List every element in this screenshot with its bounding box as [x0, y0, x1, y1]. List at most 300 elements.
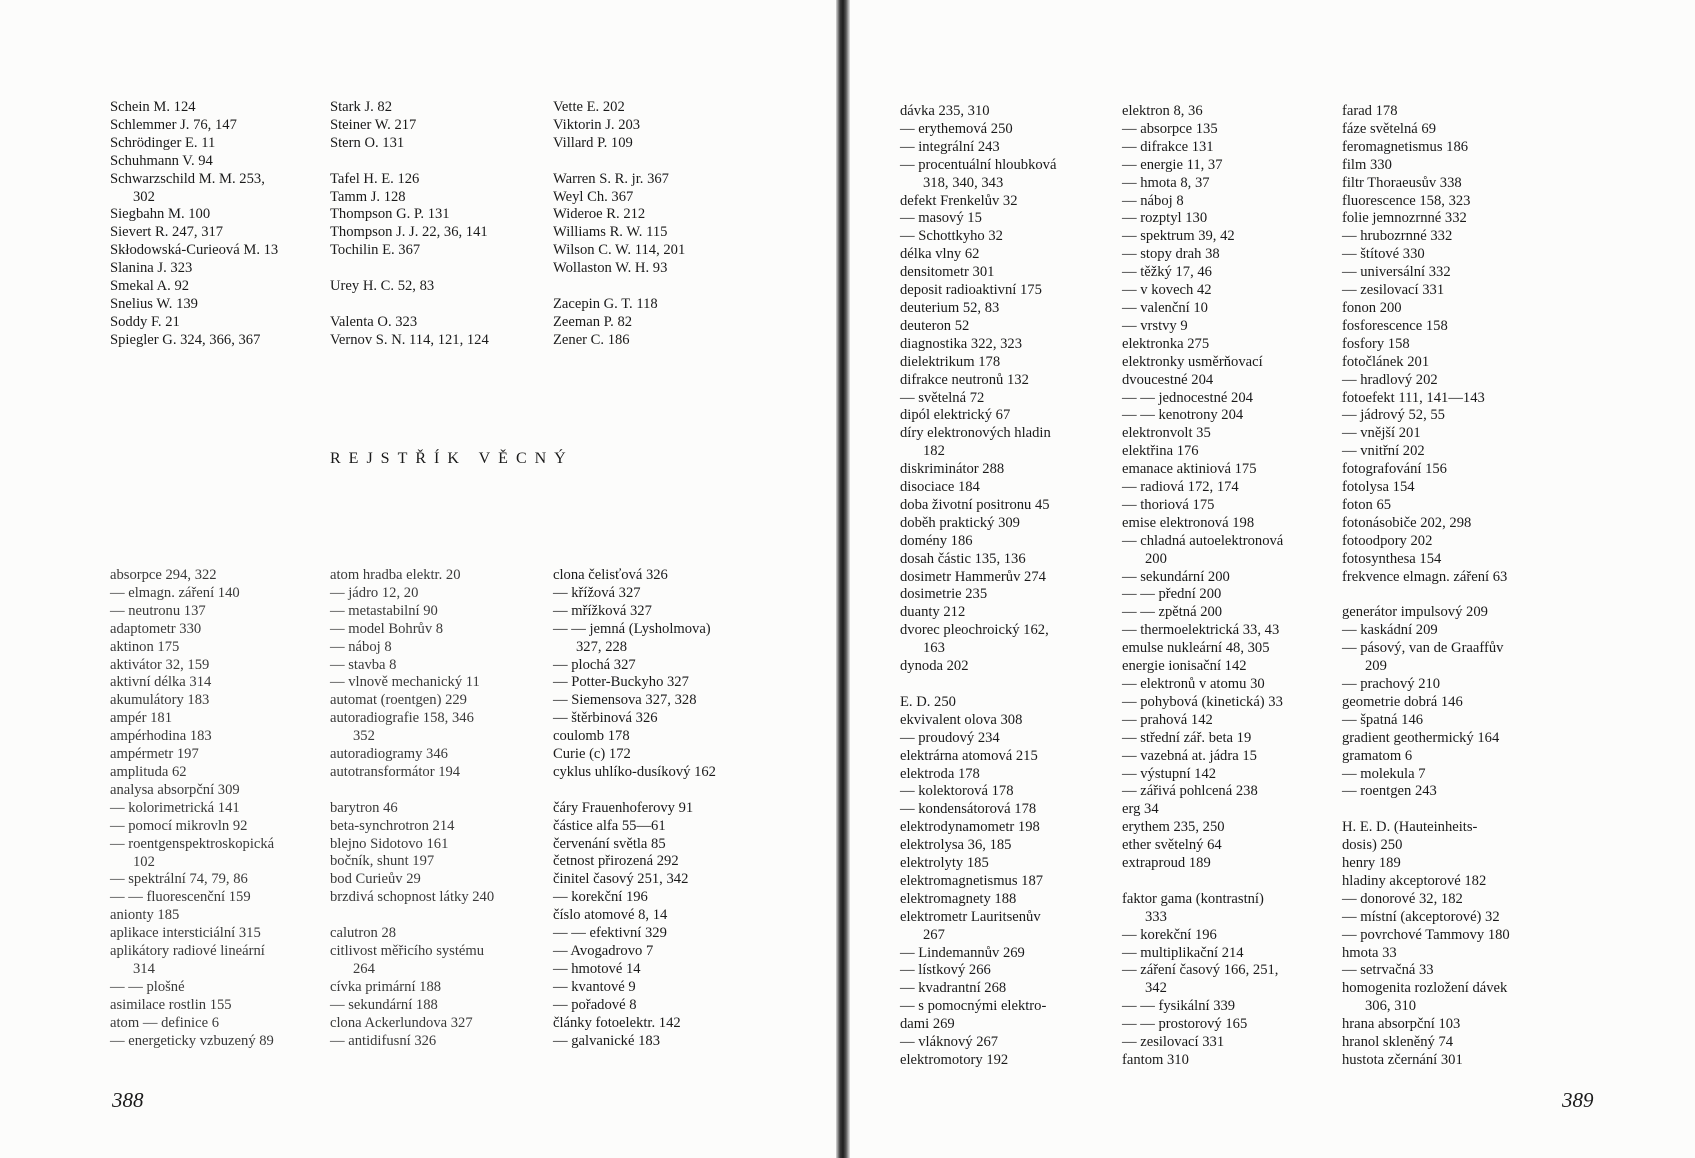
index-entry: — kvantové 9: [553, 978, 636, 995]
name-index-column-2: [330, 99, 489, 350]
index-entry: — thermoelektrická 33, 43: [1122, 622, 1280, 639]
index-entry: hranol skleněný 74: [1342, 1034, 1454, 1051]
index-entry: — spektrální 74, 79, 86: [110, 871, 248, 888]
index-entry: Wollaston W. H. 93: [553, 260, 668, 277]
index-entry: — setrvačná 33: [1342, 962, 1434, 979]
index-entry: elektrodynamometr 198: [900, 819, 1040, 836]
index-entry: — chladná autoelektronová: [1122, 532, 1284, 549]
page-number-left: 388: [112, 1088, 144, 1112]
entry-gap: [553, 278, 685, 296]
index-entry: absorpce 294, 322: [110, 567, 217, 583]
index-entry: — vnitřní 202: [1342, 443, 1425, 460]
index-entry: — vnější 201: [1342, 425, 1421, 442]
index-entry: — Siemensova 327, 328: [553, 692, 697, 709]
index-entry: fotolysa 154: [1342, 479, 1415, 496]
index-entry: ampérmetr 197: [110, 746, 199, 763]
index-entry: dosimetr Hammerův 274: [900, 568, 1046, 585]
index-entry: deuterium 52, 83: [900, 299, 1000, 316]
index-entry: calutron 28: [330, 925, 397, 942]
index-entry: — kaskádní 209: [1342, 622, 1438, 639]
index-entry: Slanina J. 323: [110, 260, 193, 277]
index-entry: — zesilovací 331: [1342, 282, 1445, 299]
index-entry: — Lindemannův 269: [900, 944, 1025, 961]
index-entry: — neutronu 137: [110, 602, 206, 619]
index-entry: coulomb 178: [553, 728, 630, 745]
index-entry: elektronka 275: [1122, 335, 1210, 352]
index-entry: dosimetrie 235: [900, 586, 988, 603]
index-entry: deposit radioaktivní 175: [900, 282, 1042, 299]
index-entry: atom hradba elektr. 20: [330, 567, 461, 583]
index-entry: Stark J. 82: [330, 99, 393, 115]
index-entry: — rozptyl 130: [1122, 210, 1208, 227]
subject-index-column-4: [900, 103, 1056, 1070]
index-entry: — náboj 8: [1122, 192, 1184, 209]
index-entry: — energeticky vzbuzený 89: [110, 1032, 274, 1049]
index-entry: Schlemmer J. 76, 147: [110, 116, 237, 133]
index-entry: dosis) 250: [1342, 837, 1403, 854]
index-entry: Siegbahn M. 100: [110, 206, 211, 223]
index-entry: elektrolysa 36, 185: [900, 837, 1012, 854]
index-entry: farad 178: [1342, 103, 1398, 119]
index-entry: disociace 184: [900, 479, 980, 496]
index-entry: — vlnově mechanický 11: [330, 674, 480, 691]
index-entry: 200: [1145, 550, 1167, 567]
index-entry: — Avogadrovo 7: [553, 943, 654, 960]
index-entry: — — efektivní 329: [553, 925, 667, 942]
index-entry: ether světelný 64: [1122, 837, 1222, 854]
index-entry: díry elektronových hladin: [900, 425, 1051, 442]
index-entry: — jádrový 52, 55: [1342, 407, 1445, 424]
index-entry: Schrödinger E. 11: [110, 134, 216, 151]
index-entry: bočník, shunt 197: [330, 853, 435, 870]
index-entry: — pohybová (kinetická) 33: [1122, 693, 1283, 710]
index-entry: emulse nukleární 48, 305: [1122, 640, 1270, 657]
index-entry: Weyl Ch. 367: [553, 188, 634, 205]
index-entry: — hmota 8, 37: [1122, 174, 1210, 191]
index-entry: doběh praktický 309: [900, 514, 1020, 531]
index-entry: doba životní positronu 45: [900, 496, 1050, 513]
index-entry: — masový 15: [900, 210, 982, 227]
index-entry: gradient geothermický 164: [1342, 729, 1500, 746]
index-entry: 318, 340, 343: [923, 174, 1004, 191]
index-entry: densitometr 301: [900, 264, 995, 281]
index-entry: — universální 332: [1342, 264, 1451, 281]
index-entry: Vernov S. N. 114, 121, 124: [330, 331, 489, 348]
index-entry: elektrolyty 185: [900, 855, 989, 872]
index-entry: Wideroe R. 212: [553, 206, 646, 223]
index-entry: — štítové 330: [1342, 246, 1425, 263]
index-entry: — stopy drah 38: [1122, 246, 1220, 263]
index-entry: citlivost měřicího systému: [330, 943, 485, 959]
index-entry: čáry Frauenhoferovy 91: [553, 799, 694, 816]
index-entry: elektřina 176: [1122, 443, 1199, 460]
index-entry: amplituda 62: [110, 763, 187, 780]
name-index-column-3: [553, 99, 685, 350]
index-entry: číslo atomové 8, 14: [553, 907, 668, 924]
index-entry: elektron 8, 36: [1122, 103, 1203, 119]
index-entry: dami 269: [900, 1016, 955, 1033]
index-entry: Tochilin E. 367: [330, 242, 421, 259]
index-entry: — — jednocestné 204: [1122, 389, 1253, 406]
index-entry: anionty 185: [110, 907, 180, 924]
index-entry: Warren S. R. jr. 367: [553, 170, 669, 187]
index-entry: 267: [923, 926, 945, 943]
index-entry: extraproud 189: [1122, 855, 1211, 872]
index-entry: hmota 33: [1342, 944, 1397, 961]
index-entry: — — zpětná 200: [1122, 604, 1223, 621]
index-entry: defekt Frenkelův 32: [900, 192, 1018, 209]
index-entry: faktor gama (kontrastní): [1122, 890, 1264, 907]
index-entry: cívka primární 188: [330, 978, 442, 995]
index-entry: — světelná 72: [900, 389, 985, 406]
index-entry: Soddy F. 21: [110, 313, 180, 330]
index-entry: dosah částic 135, 136: [900, 550, 1026, 567]
index-entry: fantom 310: [1122, 1052, 1189, 1069]
index-entry: — — přední 200: [1122, 586, 1222, 603]
index-entry: duanty 212: [900, 604, 966, 621]
index-entry: Wilson C. W. 114, 201: [553, 242, 686, 259]
index-entry: fotosynthesa 154: [1342, 550, 1442, 567]
index-entry: — Schottkyho 32: [900, 228, 1003, 245]
index-entry: — spektrum 39, 42: [1122, 228, 1235, 245]
index-entry: — metastabilní 90: [330, 602, 438, 619]
entry-gap: [330, 260, 489, 278]
index-entry: aktivní délka 314: [110, 674, 212, 691]
index-entry: Schein M. 124: [110, 99, 196, 115]
index-entry: dielektrikum 178: [900, 353, 1001, 370]
index-entry: Tamm J. 128: [330, 188, 406, 205]
index-entry: dvoucestné 204: [1122, 371, 1214, 388]
index-entry: homogenita rozložení dávek: [1342, 980, 1508, 997]
index-entry: E. D. 250: [900, 693, 956, 710]
index-entry: — zářivá pohlcená 238: [1122, 783, 1258, 800]
index-entry: automat (roentgen) 229: [330, 692, 467, 709]
index-entry: diskriminátor 288: [900, 461, 1005, 478]
index-entry: — difrakce 131: [1122, 138, 1214, 155]
index-entry: generátor impulsový 209: [1342, 604, 1488, 621]
index-entry: fáze světelná 69: [1342, 120, 1436, 137]
index-entry: články fotoelektr. 142: [553, 1014, 681, 1031]
index-entry: energie ionisační 142: [1122, 658, 1247, 675]
index-entry: fotoodpory 202: [1342, 532, 1433, 549]
index-entry: 102: [133, 853, 155, 870]
index-entry: geometrie dobrá 146: [1342, 693, 1463, 710]
index-entry: asimilace rostlin 155: [110, 996, 232, 1013]
index-entry: — Potter-Buckyho 327: [553, 674, 689, 691]
index-entry: 342: [1145, 980, 1167, 997]
index-entry: 352: [353, 728, 375, 745]
index-entry: H. E. D. (Hauteinheits-: [1342, 819, 1478, 836]
index-entry: četnost přirozená 292: [553, 853, 679, 870]
index-entry: — korekční 196: [1122, 926, 1217, 943]
subject-index-column-2: [330, 567, 494, 1050]
entry-gap: [330, 153, 489, 171]
index-entry: aplikátory radiové lineární: [110, 943, 265, 960]
index-entry: clona čelisťová 326: [553, 567, 668, 583]
index-entry: 333: [1145, 908, 1167, 925]
index-entry: autoradiogramy 346: [330, 746, 448, 763]
index-entry: beta-synchrotron 214: [330, 817, 455, 834]
index-entry: elektrometr Lauritsenův: [900, 908, 1041, 925]
index-entry: činitel časový 251, 342: [553, 871, 689, 888]
index-entry: fotonásobiče 202, 298: [1342, 514, 1472, 531]
index-entry: autotransformátor 194: [330, 763, 461, 780]
page-number-right: 389: [1562, 1088, 1594, 1112]
index-entry: fluorescence 158, 323: [1342, 192, 1471, 209]
section-heading: REJSTŘÍK VĚCNÝ: [330, 450, 574, 467]
index-entry: 314: [133, 960, 155, 977]
index-entry: elektromagnety 188: [900, 890, 1017, 907]
index-entry: hustota zčernání 301: [1342, 1052, 1463, 1068]
index-entry: — jádro 12, 20: [330, 584, 419, 601]
index-entry: emise elektronová 198: [1122, 514, 1255, 531]
index-entry: Stern O. 131: [330, 134, 405, 151]
index-entry: elektronky usměrňovací: [1122, 353, 1263, 370]
index-entry: feromagnetismus 186: [1342, 138, 1469, 155]
index-entry: — roentgenspektroskopická: [110, 835, 275, 852]
index-entry: — procentuální hloubková: [900, 156, 1057, 173]
index-entry: — thoriová 175: [1122, 496, 1215, 513]
index-entry: — erythemová 250: [900, 120, 1013, 137]
index-entry: — střední zář. beta 19: [1122, 729, 1252, 746]
entry-gap: [330, 907, 494, 925]
index-entry: — integrální 243: [900, 138, 1000, 155]
index-entry: aktivátor 32, 159: [110, 656, 210, 673]
index-entry: — v kovech 42: [1122, 282, 1212, 299]
index-entry: — vláknový 267: [900, 1034, 999, 1051]
index-entry: — roentgen 243: [1342, 783, 1437, 800]
index-entry: diagnostika 322, 323: [900, 335, 1023, 352]
index-entry: — kvadrantní 268: [900, 980, 1007, 997]
index-entry: dipól elektrický 67: [900, 407, 1011, 424]
index-entry: Viktorin J. 203: [553, 116, 641, 133]
index-entry: Zener C. 186: [553, 331, 630, 348]
right-page: [850, 0, 1695, 1158]
index-entry: délka vlny 62: [900, 246, 980, 263]
entry-gap: [1342, 586, 1510, 604]
index-entry: fonon 200: [1342, 299, 1402, 316]
index-entry: dávka 235, 310: [900, 103, 990, 119]
book-gutter: [836, 0, 850, 1158]
index-entry: — křížová 327: [553, 584, 641, 601]
index-entry: barytron 46: [330, 799, 398, 816]
index-entry: Villard P. 109: [553, 134, 633, 151]
index-entry: — zesilovací 331: [1122, 1034, 1225, 1051]
index-entry: — valenční 10: [1122, 299, 1208, 316]
index-entry: — pásový, van de Graaffův: [1342, 640, 1504, 657]
index-entry: — — fysikální 339: [1122, 998, 1236, 1015]
index-entry: ekvivalent olova 308: [900, 711, 1023, 728]
index-entry: film 330: [1342, 156, 1392, 173]
entry-gap: [330, 296, 489, 314]
index-entry: — povrchové Tammovy 180: [1342, 926, 1510, 943]
index-entry: — s pomocnými elektro-: [900, 998, 1047, 1015]
index-entry: — antidifusní 326: [330, 1032, 437, 1049]
index-entry: ampér 181: [110, 710, 173, 727]
index-entry: Urey H. C. 52, 83: [330, 278, 435, 295]
index-entry: aplikace intersticiální 315: [110, 925, 261, 942]
subject-index-column-1: [110, 567, 274, 1050]
index-entry: cyklus uhlíko-dusíkový 162: [553, 763, 716, 780]
index-entry: — hrubozrnné 332: [1342, 228, 1453, 245]
index-entry: brzdivá schopnost látky 240: [330, 889, 495, 906]
index-entry: gramatom 6: [1342, 747, 1413, 764]
index-entry: Thompson J. J. 22, 36, 141: [330, 224, 488, 241]
index-entry: — — kenotrony 204: [1122, 407, 1244, 424]
index-entry: — energie 11, 37: [1122, 156, 1223, 173]
index-entry: fotoefekt 111, 141—143: [1342, 389, 1485, 406]
index-entry: — kolorimetrická 141: [110, 799, 240, 816]
index-entry: — sekundární 188: [330, 996, 438, 1013]
index-entry: hladiny akceptorové 182: [1342, 872, 1487, 889]
index-entry: — absorpce 135: [1122, 120, 1218, 137]
subject-index-column-6: [1342, 103, 1510, 1070]
index-entry: — prachový 210: [1342, 675, 1441, 692]
index-entry: — proudový 234: [900, 729, 1000, 746]
index-entry: — výstupní 142: [1122, 765, 1217, 782]
index-entry: — těžký 17, 46: [1122, 264, 1212, 281]
index-entry: Curie (c) 172: [553, 746, 631, 763]
index-entry: — — jemná (Lysholmova): [553, 620, 711, 637]
entry-gap: [330, 782, 494, 800]
index-entry: elektromotory 192: [900, 1052, 1009, 1069]
index-entry: Vette E. 202: [553, 99, 625, 115]
index-entry: — pořadové 8: [553, 996, 637, 1013]
index-entry: — sekundární 200: [1122, 568, 1230, 585]
index-entry: domény 186: [900, 532, 973, 549]
index-entry: difrakce neutronů 132: [900, 371, 1029, 388]
index-entry: — galvanické 183: [553, 1032, 660, 1049]
index-entry: 264: [353, 960, 375, 977]
index-entry: — záření časový 166, 251,: [1122, 962, 1279, 979]
index-entry: foton 65: [1342, 496, 1392, 513]
entry-gap: [1122, 873, 1283, 891]
index-entry: fosforescence 158: [1342, 317, 1448, 334]
index-entry: — — prostorový 165: [1122, 1016, 1248, 1033]
index-entry: ampérhodina 183: [110, 728, 212, 745]
index-entry: — pomocí mikrovln 92: [110, 817, 248, 834]
index-entry: dvorec pleochroický 162,: [900, 622, 1049, 639]
index-entry: — vrstvy 9: [1122, 317, 1188, 334]
name-index-column-1: [110, 99, 278, 350]
index-entry: aktinon 175: [110, 638, 180, 655]
index-entry: — — plošné: [110, 978, 185, 995]
index-entry: clona Ackerlundova 327: [330, 1014, 473, 1031]
index-entry: Skłodowská-Curieová M. 13: [110, 242, 279, 259]
index-entry: Sievert R. 247, 317: [110, 224, 224, 241]
index-entry: Steiner W. 217: [330, 116, 417, 133]
index-entry: — multiplikační 214: [1122, 944, 1244, 961]
left-page: [0, 0, 836, 1158]
index-entry: Valenta O. 323: [330, 313, 418, 330]
index-entry: elektrárna atomová 215: [900, 747, 1038, 764]
entry-gap: [900, 676, 1056, 694]
index-entry: — radiová 172, 174: [1122, 479, 1239, 496]
index-entry: — náboj 8: [330, 638, 392, 655]
index-entry: částice alfa 55—61: [553, 817, 666, 834]
entry-gap: [553, 153, 685, 171]
index-entry: Schwarzschild M. M. 253,: [110, 170, 265, 187]
index-entry: autoradiografie 158, 346: [330, 710, 474, 727]
index-entry: 302: [133, 188, 155, 205]
index-entry: Williams R. W. 115: [553, 224, 668, 241]
index-entry: Schuhmann V. 94: [110, 152, 213, 169]
index-entry: fotografování 156: [1342, 461, 1447, 478]
index-entry: 182: [923, 443, 945, 460]
index-entry: 306, 310: [1365, 998, 1417, 1015]
entry-gap: [1342, 801, 1510, 819]
index-entry: — molekula 7: [1342, 765, 1426, 782]
index-entry: bod Curieův 29: [330, 871, 421, 888]
index-entry: 209: [1365, 658, 1387, 675]
index-entry: Zacepin G. T. 118: [553, 295, 658, 312]
index-entry: — špatná 146: [1342, 711, 1424, 728]
index-entry: Snelius W. 139: [110, 295, 198, 312]
index-entry: Spiegler G. 324, 366, 367: [110, 331, 261, 348]
index-entry: emanace aktiniová 175: [1122, 461, 1257, 478]
index-entry: 163: [923, 640, 945, 657]
index-entry: fosfory 158: [1342, 335, 1410, 352]
index-entry: filtr Thoraeusův 338: [1342, 174, 1462, 191]
index-entry: — lístkový 266: [900, 962, 991, 979]
index-entry: Tafel H. E. 126: [330, 170, 420, 187]
index-entry: Zeeman P. 82: [553, 313, 633, 330]
index-entry: elektromagnetismus 187: [900, 872, 1044, 889]
subject-index-column-5: [1122, 103, 1283, 1070]
index-entry: erythem 235, 250: [1122, 819, 1225, 836]
index-entry: — vazebná at. jádra 15: [1122, 747, 1257, 764]
index-entry: atom — definice 6: [110, 1014, 220, 1031]
index-entry: Smekal A. 92: [110, 278, 190, 295]
subject-index-column-3: [553, 567, 716, 1050]
index-entry: akumulátory 183: [110, 692, 210, 709]
index-entry: — elektronů v atomu 30: [1122, 676, 1265, 692]
index-entry: — plochá 327: [553, 656, 636, 673]
index-entry: dynoda 202: [900, 658, 969, 675]
index-entry: adaptometr 330: [110, 620, 202, 637]
index-entry: — kolektorová 178: [900, 783, 1014, 800]
index-entry: — prahová 142: [1122, 711, 1213, 728]
index-entry: folie jemnozrnné 332: [1342, 210, 1467, 227]
index-entry: frekvence elmagn. záření 63: [1342, 568, 1508, 585]
index-entry: — — fluorescenční 159: [110, 889, 251, 906]
entry-gap: [553, 782, 716, 800]
index-entry: analysa absorpční 309: [110, 781, 240, 798]
index-entry: erg 34: [1122, 801, 1159, 818]
index-entry: henry 189: [1342, 855, 1401, 872]
index-entry: 327, 228: [576, 638, 628, 655]
index-entry: — hmotové 14: [553, 960, 641, 977]
index-entry: deuteron 52: [900, 317, 970, 334]
index-entry: elektroda 178: [900, 765, 980, 782]
index-entry: — mřížková 327: [553, 602, 652, 619]
index-entry: blejno Sidotovo 161: [330, 835, 449, 852]
index-entry: elektronvolt 35: [1122, 425, 1211, 442]
index-entry: — model Bohrův 8: [330, 620, 444, 637]
index-entry: červenání světla 85: [553, 835, 666, 852]
index-entry: — kondensátorová 178: [900, 801, 1037, 818]
index-entry: — štěrbinová 326: [553, 710, 658, 727]
index-entry: hrana absorpční 103: [1342, 1016, 1461, 1033]
index-entry: — místní (akceptorové) 32: [1342, 908, 1500, 925]
index-entry: — elmagn. záření 140: [110, 584, 240, 601]
index-entry: fotočlánek 201: [1342, 353, 1430, 370]
index-entry: Thompson G. P. 131: [330, 206, 450, 223]
index-entry: — stavba 8: [330, 656, 397, 673]
index-entry: — hradlový 202: [1342, 371, 1438, 388]
index-entry: — korekční 196: [553, 889, 648, 906]
index-entry: — donorové 32, 182: [1342, 890, 1463, 907]
